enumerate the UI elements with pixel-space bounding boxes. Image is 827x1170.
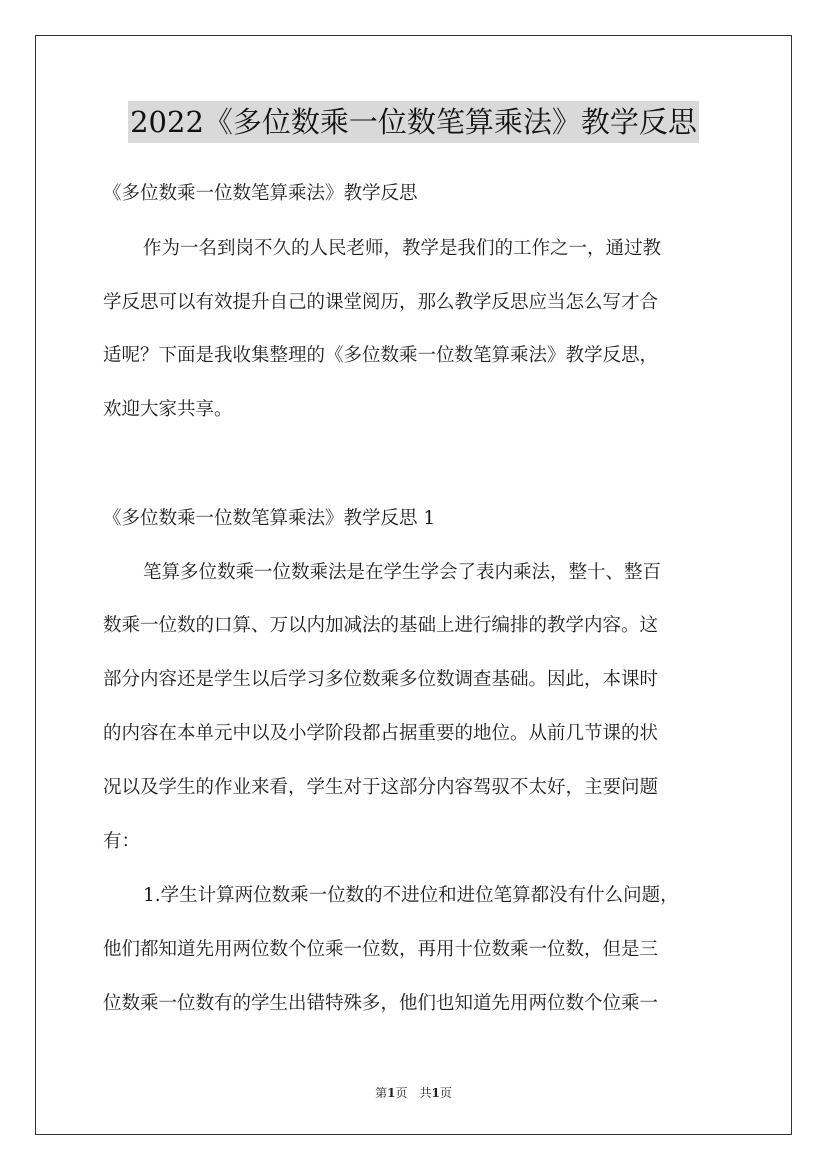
para1-line-5: 况以及学生的作业来看，学生对于这部分内容驾驭不太好，主要问题 (103, 777, 659, 798)
document-subtitle: 《多位数乘一位数笔算乘法》教学反思 (103, 183, 418, 204)
para1-line-2: 数乘一位数的口算、万以内加减法的基础上进行编排的教学内容。这 (103, 615, 659, 636)
title-container (0, 101, 827, 143)
intro-line-1: 作为一名到岗不久的人民老师，教学是我们的工作之一，通过教 (143, 238, 662, 259)
intro-line-2: 学反思可以有效提升自己的课堂阅历，那么教学反思应当怎么写才合 (103, 292, 659, 313)
para1-line-6: 有： (103, 831, 141, 852)
para2-line-1: 1.学生计算两位数乘一位数的不进位和进位笔算都没有什么问题， (143, 885, 679, 906)
document-title: 2022《多位数乘一位数笔算乘法》教学反思 (128, 101, 699, 143)
para1-line-1: 笔算多位数乘一位数乘法是在学生学会了表内乘法，整十、整百 (143, 562, 662, 583)
page-number: 1 (387, 1086, 396, 1100)
intro-line-4: 欢迎大家共享。 (103, 399, 233, 420)
para1-line-3: 部分内容还是学生以后学习多位数乘多位数调查基础。因此，本课时 (103, 669, 659, 690)
page-prefix: 第 (375, 1086, 388, 1100)
section-heading: 《多位数乘一位数笔算乘法》教学反思 1 (103, 508, 436, 529)
para2-line-3: 位数乘一位数有的学生出错特殊多，他们也知道先用两位数个位乘一 (103, 993, 659, 1014)
total-prefix: 共 (419, 1086, 432, 1100)
total-pages: 1 (431, 1086, 440, 1100)
page-footer (0, 1085, 827, 1101)
page-suffix: 页 (395, 1086, 408, 1100)
para2-line-2: 他们都知道先用两位数个位乘一位数，再用十位数乘一位数，但是三 (103, 939, 659, 960)
total-suffix: 页 (439, 1086, 452, 1100)
para1-line-4: 的内容在本单元中以及小学阶段都占据重要的地位。从前几节课的状 (103, 723, 659, 744)
intro-line-3: 适呢？下面是我收集整理的《多位数乘一位数笔算乘法》教学反思， (103, 345, 659, 366)
